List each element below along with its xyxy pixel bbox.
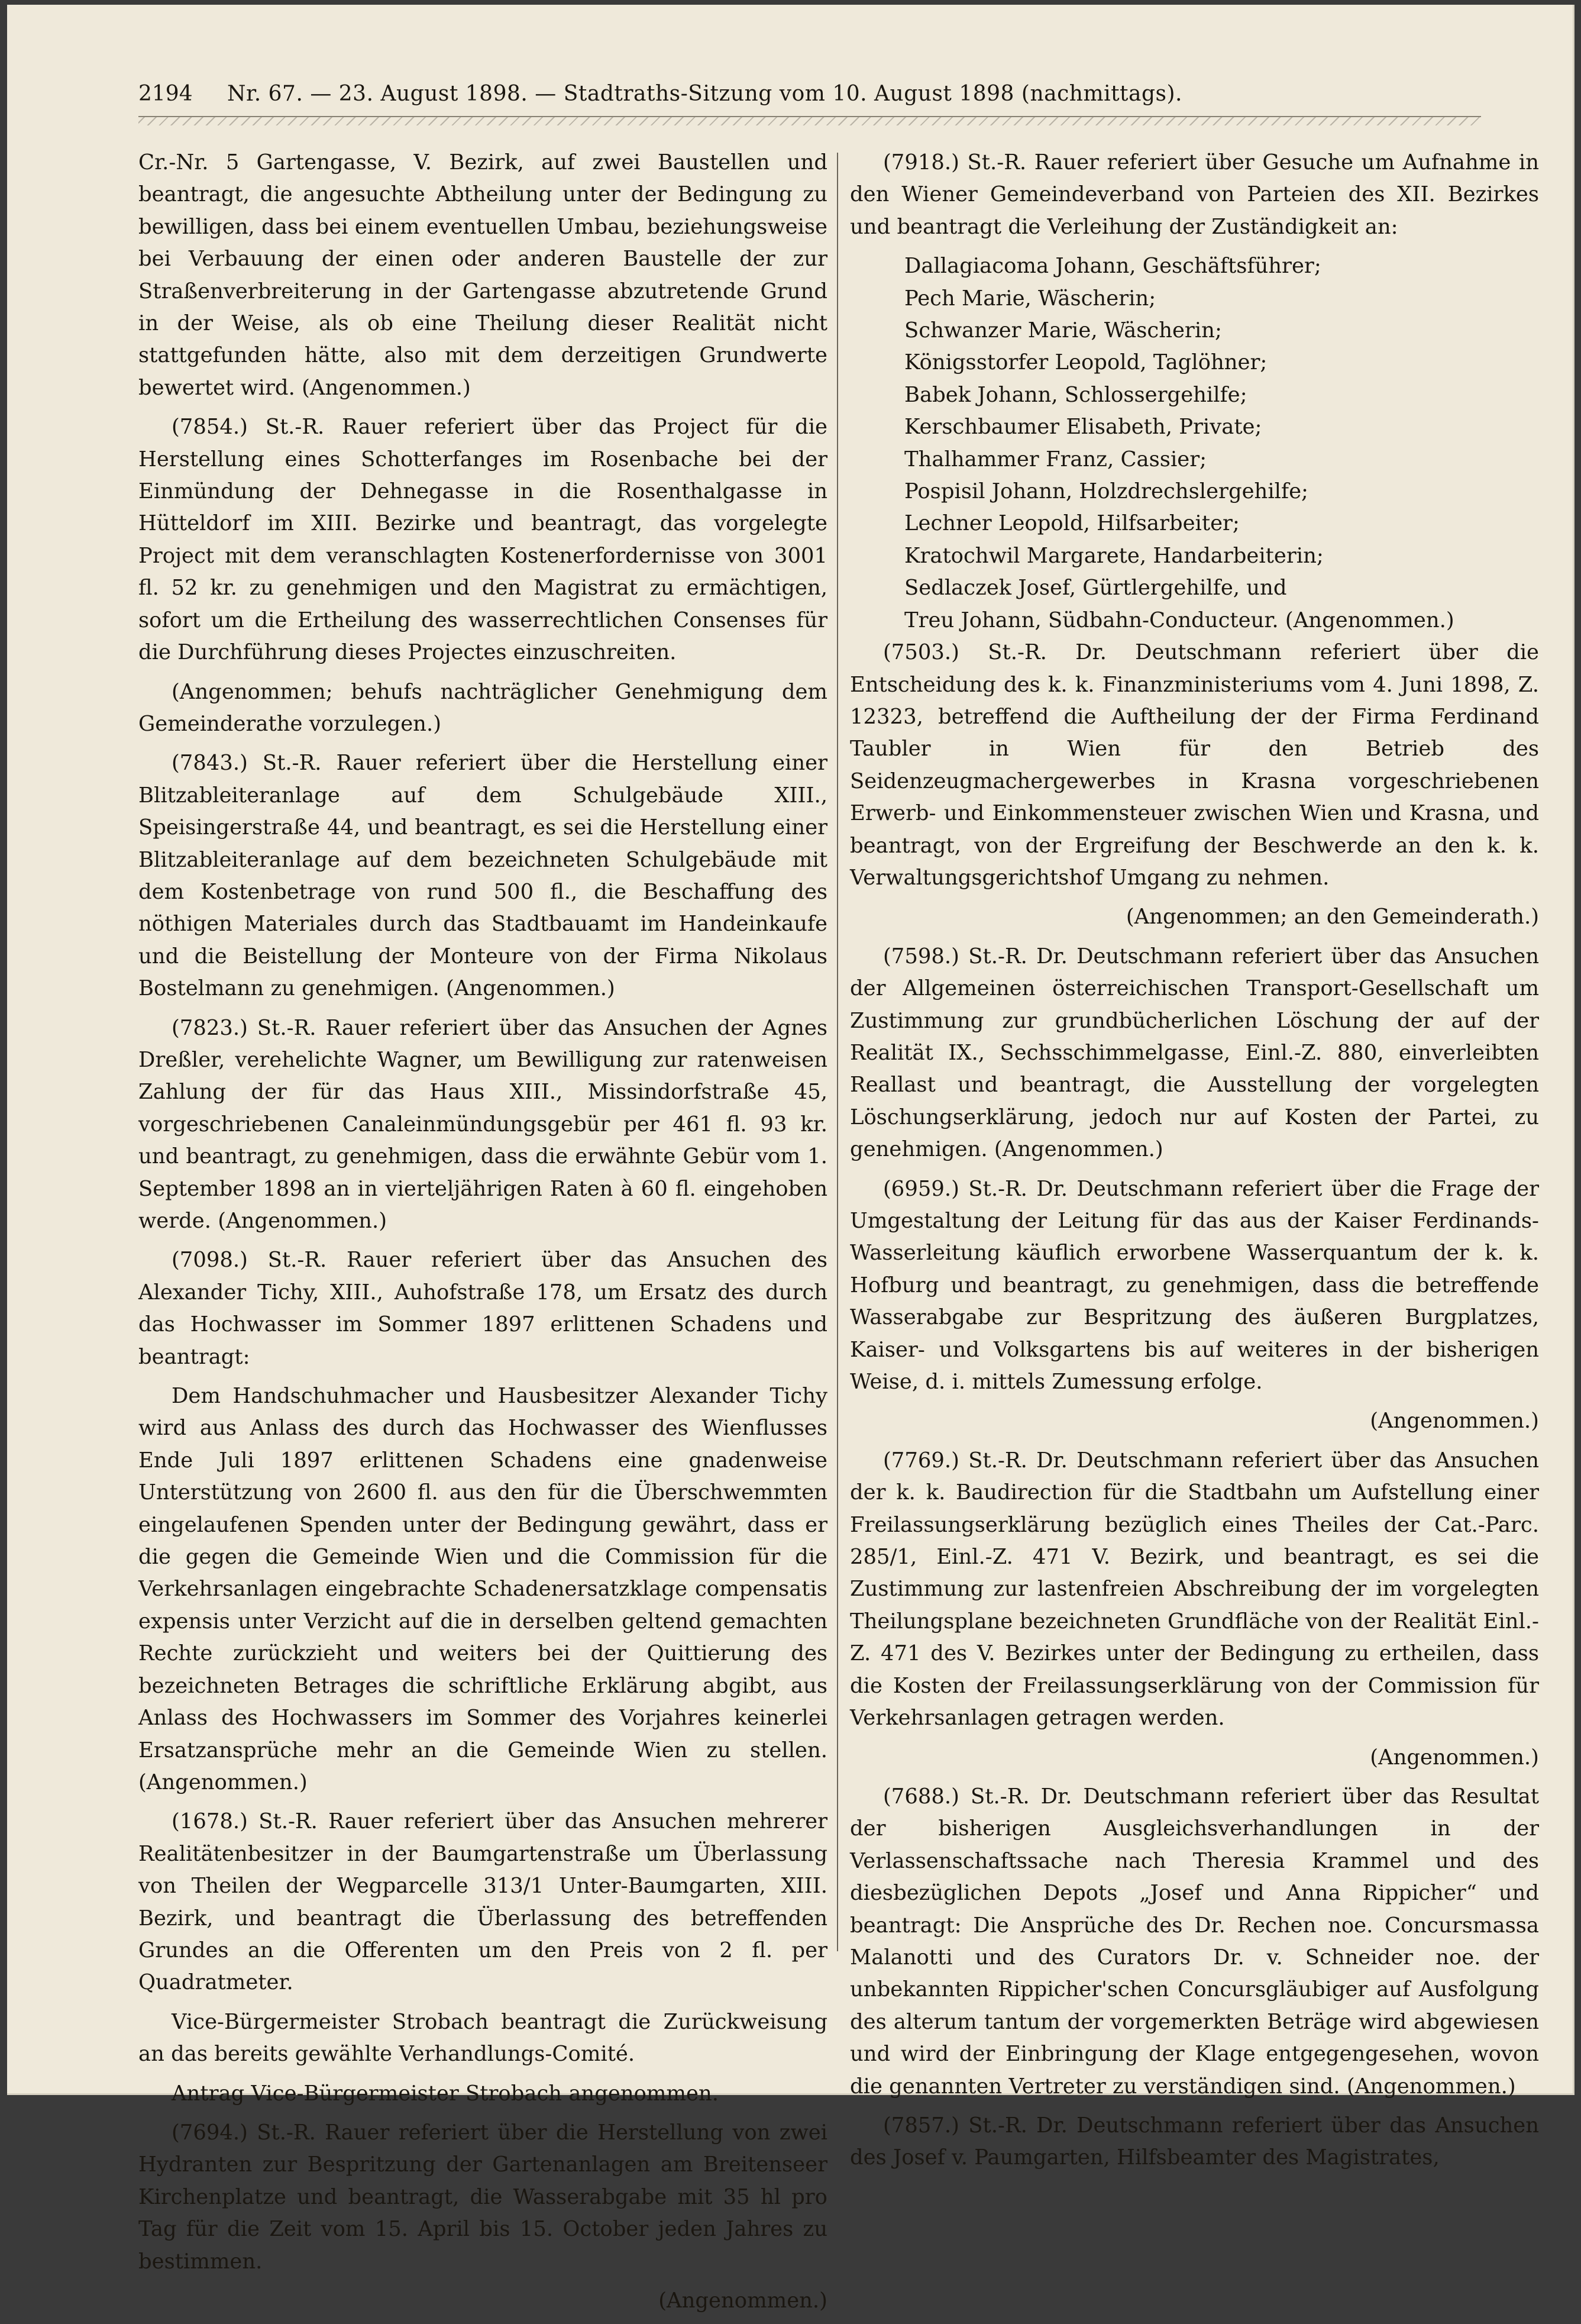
left-paragraph: Cr.-Nr. 5 Gartengasse, V. Bezirk, auf zwei Baustellen und beantragt, die angesuchte Abtheilung unter der Bedingung zu bewilligen, dass bei einem eventuellen Umbau, beziehungsweise bei Verbauung der einen oder anderen Baustelle der zur Straßenverbreiterung in der Gartengasse abzutretende Grund in der Weise, als ob eine Theilung dieser Realität nicht stattgefunden hätte, also mit dem derzeitigen Grundwerte bewertet wird. (Angenommen.) [138, 150, 827, 400]
name-list [904, 250, 1539, 637]
left-paragraph: (7854.) St.-R. Rauer referiert über das Project für die Herstellung eines Schotterfanges im Rosenbache bei der Einmündung der Dehnegasse in die Rosenthalgasse in Hütteldorf im XIII. Bezirke und beantragt, das vorgelegte Project mit dem veranschlagten Kostenerfordernisse von 3001 fl. 52 kr. zu genehmigen und den Magistrat zu ermächtigen, sofort um die Ertheilung des wasserrechtlichen Consenses für die Durchführung dieses Projectes einzuschreiten. [138, 415, 827, 665]
right-paragraph: (7503.) St.-R. Dr. Deutschmann referiert über die Entscheidung des k. k. Finanzministeriums vom 4. Juni 1898, Z. 12323, betreffend die Auftheilung der der Firma Ferdinand Taubler in Wien für den Betrieb des Seidenzeugmachergewerbes in Krasna vorgeschriebenen Erwerb- und Einkommensteuer zwischen Wien und Krasna, und beantragt, von der Ergreifung der Beschwerde an den k. k. Verwaltungsgerichtshof Umgang zu nehmen. [850, 640, 1539, 890]
running-title: Nr. 67. — 23. August 1898. — Stadtraths-Sitzung vom 10. August 1898 (nachmittags). [227, 82, 1182, 106]
right-paragraph: (7598.) St.-R. Dr. Deutschmann referiert über das Ansuchen der Allgemeinen österreichischen Transport-Gesellschaft um Zustimmung zur grundbücherlichen Löschung der auf der Realität IX., Sechsschimmelgasse, Einl.-Z. 880, einverleibten Reallast und beantragt, die Ausstellung der vorgelegten Löschungserklärung, jedoch nur auf Kosten der Partei, zu genehmigen. (Angenommen.) [850, 944, 1539, 1162]
name-list-item: Schwanzer Marie, Wäscherin; [904, 318, 1222, 343]
left-paragraph: (1678.) St.-R. Rauer referiert über das Ansuchen mehrerer Realitätenbesitzer in der Baumgartenstraße um Überlassung von Theilen der Wegparcelle 313/1 Unter-Baumgarten, XIII. Bezirk, und beantragt die Überlassung des betreffenden Grundes an die Offerenten um den Preis von 2 fl. per Quadratmeter. [138, 1809, 827, 1995]
left-paragraph: (Angenommen; behufs nachträglicher Genehmigung dem Gemeinderathe vorzulegen.) [138, 679, 827, 736]
name-list-item: Lechner Leopold, Hilfsarbeiter; [904, 511, 1240, 536]
name-list-item: Thalhammer Franz, Cassier; [904, 447, 1207, 472]
right-paragraph: (7857.) St.-R. Dr. Deutschmann referiert über das Ansuchen des Josef v. Paumgarten, Hilfsbeamter des Magistrates, [850, 2113, 1539, 2170]
right-column [850, 147, 1539, 2181]
name-list-item: Königsstorfer Leopold, Taglöhner; [904, 350, 1268, 375]
left-paragraph: Antrag Vice-Bürgermeister Strobach angenommen. [172, 2081, 719, 2106]
right-paragraph: (7688.) St.-R. Dr. Deutschmann referiert über das Resultat der bisherigen Ausgleichsverhandlungen in der Verlassenschaftssache nach Theresia Krammel und des diesbezüglichen Depots „Josef und Anna Rippicher“ und beantragt: Die Ansprüche des Dr. Rechen noe. Concursmassa Malanotti und des Curators Dr. v. Schneider noe. der unbekannten Rippicher'schen Concursgläubiger auf Ausfolgung des alterum tantum der vorgemerkten Beträge wird abgewiesen und wird der Einbringung der Klage entgegengesehen, wovon die genannten Vertreter zu verständigen sind. (Angenommen.) [850, 1784, 1539, 2099]
name-list-item: Sedlaczek Josef, Gürtlergehilfe, und [904, 576, 1287, 601]
right-verdict: (Angenommen.) [1370, 1409, 1539, 1434]
left-paragraph: (7843.) St.-R. Rauer referiert über die Herstellung einer Blitzableiteranlage auf dem Schulgebäude XIII., Speisingerstraße 44, und beantragt, es sei die Herstellung einer Blitzableiteranlage auf dem bezeichneten Schulgebäude mit dem Kostenbetrage von rund 500 fl., die Beschaffung des nöthigen Materiales durch das Stadtbauamt im Handeinkaufe und die Beistellung der Monteure von der Firma Nikolaus Bostelmann zu genehmigen. (Angenommen.) [138, 751, 827, 1001]
right-verdict: (Angenommen; an den Gemeinderath.) [1126, 905, 1539, 929]
page-header [138, 82, 1481, 106]
name-list-item: Pospisil Johann, Holzdrechslergehilfe; [904, 479, 1308, 504]
name-list-item: Kratochwil Margarete, Handarbeiterin; [904, 543, 1324, 568]
right-paragraph: (7769.) St.-R. Dr. Deutschmann referiert über das Ansuchen der k. k. Baudirection für die Stadtbahn um Aufstellung einer Freilassungserklärung bezüglich eines Theiles der Cat.-Parc. 285/1, Einl.-Z. 471 V. Bezirk, und beantragt, es sei die Zustimmung zur lastenfreien Abschreibung der im vorgelegten Theilungsplane bezeichneten Grundfläche von der Realität Einl.-Z. 471 des V. Bezirkes unter der Bedingung zu ertheilen, dass die Kosten der Freilassungserklärung von der Commission für Verkehrsanlagen getragen werden. [850, 1448, 1539, 1731]
name-list-item: Pech Marie, Wäscherin; [904, 286, 1156, 311]
left-paragraph: (7098.) St.-R. Rauer referiert über das Ansuchen des Alexander Tichy, XIII., Auhofstraße 178, um Ersatz des durch das Hochwasser im Sommer 1897 erlittenen Schadens und beantragt: [138, 1248, 827, 1369]
newspaper-page [7, 5, 1574, 2313]
page-number: 2194 [138, 82, 193, 106]
left-paragraph: (7823.) St.-R. Rauer referiert über das Ansuchen der Agnes Dreßler, verehelichte Wagner, um Bewilligung zur ratenweisen Zahlung der für das Haus XIII., Missindorfstraße 45, vorgeschriebenen Canaleinmündungsgebür per 461 fl. 93 kr. und beantragt, zu genehmigen, dass die erwähnte Gebür vom 1. September 1898 an in vierteljährigen Raten à 60 fl. eingehoben werde. (Angenommen.) [138, 1015, 827, 1233]
left-column [138, 147, 827, 2324]
column-divider [837, 153, 838, 1951]
name-list-item: Dallagiacoma Johann, Geschäftsführer; [904, 254, 1321, 279]
header-rule [138, 116, 1481, 125]
left-paragraph: Vice-Bürgermeister Strobach beantragt die Zurückweisung an das bereits gewählte Verhandlungs-Comité. [138, 2009, 827, 2067]
left-paragraph: Dem Handschuhmacher und Hausbesitzer Alexander Tichy wird aus Anlass des durch das Hochwasser des Wienflusses Ende Juli 1897 erlittenen Schadens eine gnadenweise Unterstützung von 2600 fl. aus den für die Überschwemmten eingelaufenen Spenden unter der Bedingung gewährt, dass er die gegen die Gemeinde Wien und die Commission für die Verkehrsanlagen eingebrachte Schadenersatzklage compensatis expensis unter Verzicht auf die in derselben geltend gemachten Rechte zurückzieht und weiters bei der Quittierung des bezeichneten Betrages die schriftliche Erklärung abgibt, aus Anlass des Hochwassers im Sommer des Vorjahres keinerlei Ersatzansprüche mehr an die Gemeinde Wien zu stellen. (Angenommen.) [138, 1384, 827, 1794]
right-verdict: (Angenommen.) [1370, 1745, 1539, 1770]
name-list-item: Treu Johann, Südbahn-Conducteur. (Angenommen.) [904, 608, 1454, 632]
left-verdict: (Angenommen.) [658, 2289, 827, 2313]
right-intro: (7918.) St.-R. Rauer referiert über Gesuche um Aufnahme in den Wiener Gemeindeverband von Parteien des XII. Bezirkes und beantragt die Verleihung der Zuständigkeit an: [850, 150, 1539, 239]
right-paragraph: (6959.) St.-R. Dr. Deutschmann referiert über die Frage der Umgestaltung der Leitung für das aus der Kaiser Ferdinands-Wasserleitung käuflich erworbene Wasserquantum der k. k. Hofburg und beantragt, zu genehmigen, dass die betreffende Wasserabgabe zur Bespritzung des äußeren Burgplatzes, Kaiser- und Volksgartens bis auf weiteres in der bisherigen Weise, d. i. mittels Zumessung erfolge. [850, 1176, 1539, 1395]
name-list-item: Babek Johann, Schlossergehilfe; [904, 382, 1247, 407]
left-paragraph: (7694.) St.-R. Rauer referiert über die Herstellung von zwei Hydranten zur Bespritzung der Gartenanlagen am Breitenseer Kirchenplatze und beantragt, die Wasserabgabe mit 35 hl pro Tag für die Zeit vom 15. April bis 15. October jeden Jahres zu bestimmen. [138, 2120, 827, 2274]
name-list-item: Kerschbaumer Elisabeth, Private; [904, 415, 1262, 440]
